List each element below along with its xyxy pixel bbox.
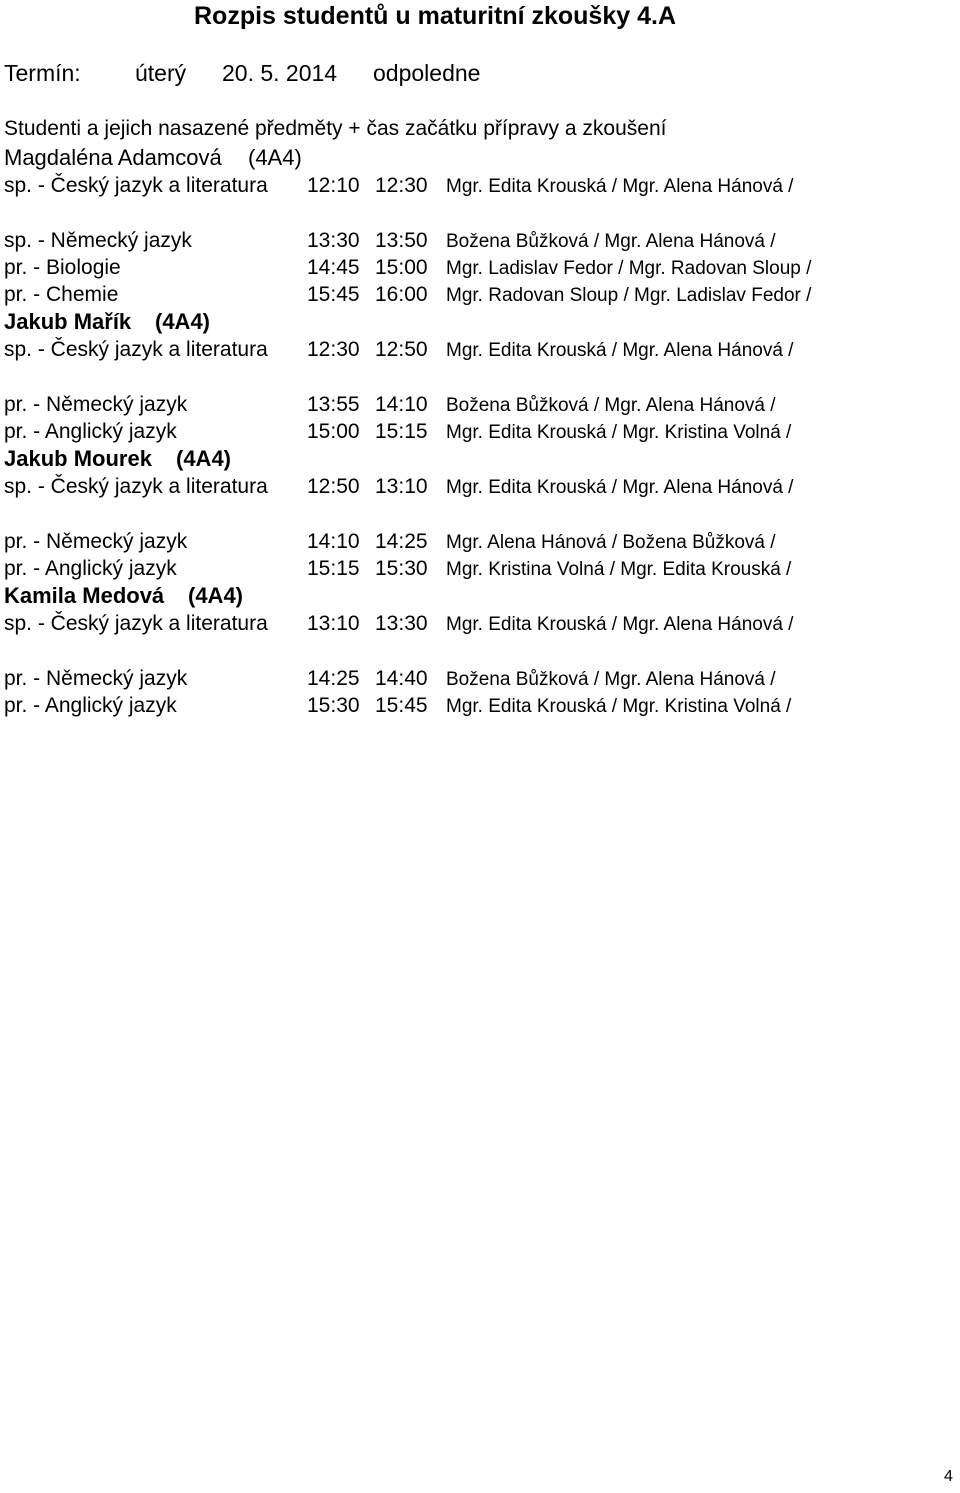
exam-row — [4, 172, 954, 227]
exam-subject: pr. - Německý jazyk — [4, 667, 188, 690]
exam-row — [4, 254, 954, 281]
exam-subject: sp. - Český jazyk a literatura — [4, 338, 268, 361]
exam-start-time: 15:00 — [307, 420, 360, 443]
exam-start-time: 15:30 — [307, 694, 360, 717]
student-class: (4A4) — [176, 446, 232, 471]
exam-start-time: 15:45 — [307, 283, 360, 306]
exam-start-time: 14:10 — [307, 530, 360, 553]
term-part: odpoledne — [373, 60, 481, 86]
exam-end-time: 14:10 — [375, 393, 428, 416]
exam-examiners: Mgr. Edita Krouská / Mgr. Alena Hánová / — [446, 477, 794, 498]
exam-row — [4, 555, 954, 582]
exam-subject: pr. - Biologie — [4, 256, 121, 279]
exam-examiners: Mgr. Edita Krouská / Mgr. Alena Hánová / — [446, 340, 794, 361]
student-name: Jakub Mařík — [4, 309, 132, 334]
exam-row — [4, 610, 954, 665]
exam-end-time: 15:30 — [375, 557, 428, 580]
exam-end-time: 16:00 — [375, 283, 428, 306]
exam-subject: sp. - Německý jazyk — [4, 229, 192, 252]
student-name: Kamila Medová — [4, 583, 165, 608]
exam-end-time: 14:40 — [375, 667, 428, 690]
exam-subject: pr. - Anglický jazyk — [4, 557, 177, 580]
exam-examiners: Mgr. Kristina Volná / Mgr. Edita Krouská / — [446, 559, 792, 580]
exam-subject: pr. - Anglický jazyk — [4, 420, 177, 443]
student-header — [4, 445, 954, 473]
exam-subject: sp. - Český jazyk a literatura — [4, 174, 268, 197]
student-list — [4, 144, 954, 719]
exam-row — [4, 281, 954, 308]
exam-start-time: 12:10 — [307, 174, 360, 197]
term-day: úterý — [135, 60, 187, 86]
student-block — [4, 308, 954, 445]
exam-start-time: 14:45 — [307, 256, 360, 279]
exam-examiners: Mgr. Edita Krouská / Mgr. Kristina Volná / — [446, 696, 792, 717]
term-date: 20. 5. 2014 — [222, 60, 338, 86]
exam-end-time: 13:50 — [375, 229, 428, 252]
student-name: Magdaléna Adamcová — [4, 145, 222, 170]
student-name: Jakub Mourek — [4, 446, 152, 471]
exam-start-time: 14:25 — [307, 667, 360, 690]
exam-examiners: Mgr. Edita Krouská / Mgr. Kristina Volná / — [446, 422, 792, 443]
exam-start-time: 13:55 — [307, 393, 360, 416]
exam-row — [4, 473, 954, 528]
exam-row — [4, 227, 954, 254]
exam-subject: sp. - Český jazyk a literatura — [4, 612, 268, 635]
exam-start-time: 12:50 — [307, 475, 360, 498]
exam-row — [4, 665, 954, 692]
student-class: (4A4) — [248, 145, 302, 170]
exam-examiners: Božena Bůžková / Mgr. Alena Hánová / — [446, 395, 776, 416]
exam-examiners: Mgr. Alena Hánová / Božena Bůžková / — [446, 532, 776, 553]
term-label: Termín: — [4, 60, 81, 86]
exam-examiners: Mgr. Ladislav Fedor / Mgr. Radovan Sloup / — [446, 258, 812, 279]
student-header — [4, 582, 954, 610]
intro-text: Studenti a jejich nasazené předměty + čas začátku přípravy a zkoušení — [4, 117, 667, 140]
student-header — [4, 308, 954, 336]
exam-examiners: Mgr. Edita Krouská / Mgr. Alena Hánová / — [446, 176, 794, 197]
exam-examiners: Božena Bůžková / Mgr. Alena Hánová / — [446, 231, 776, 252]
student-class: (4A4) — [188, 583, 244, 608]
exam-start-time: 15:15 — [307, 557, 360, 580]
exam-end-time: 14:25 — [375, 530, 428, 553]
exam-start-time: 13:30 — [307, 229, 360, 252]
exam-examiners: Božena Bůžková / Mgr. Alena Hánová / — [446, 669, 776, 690]
student-block — [4, 582, 954, 719]
student-header — [4, 144, 954, 172]
exam-end-time: 15:45 — [375, 694, 428, 717]
exam-subject: pr. - Anglický jazyk — [4, 694, 177, 717]
exam-end-time: 12:50 — [375, 338, 428, 361]
student-block — [4, 144, 954, 308]
exam-row — [4, 336, 954, 391]
page-number: 4 — [944, 1468, 953, 1485]
exam-row — [4, 391, 954, 418]
exam-subject: pr. - Německý jazyk — [4, 530, 188, 553]
exam-end-time: 13:30 — [375, 612, 428, 635]
page-title: Rozpis studentů u maturitní zkoušky 4.A — [194, 2, 676, 30]
exam-start-time: 12:30 — [307, 338, 360, 361]
exam-end-time: 13:10 — [375, 475, 428, 498]
exam-row — [4, 528, 954, 555]
exam-subject: pr. - Chemie — [4, 283, 119, 306]
exam-end-time: 12:30 — [375, 174, 428, 197]
exam-start-time: 13:10 — [307, 612, 360, 635]
exam-row — [4, 692, 954, 719]
exam-end-time: 15:00 — [375, 256, 428, 279]
exam-examiners: Mgr. Radovan Sloup / Mgr. Ladislav Fedor / — [446, 285, 812, 306]
exam-row — [4, 418, 954, 445]
exam-subject: pr. - Německý jazyk — [4, 393, 188, 416]
exam-subject: sp. - Český jazyk a literatura — [4, 475, 268, 498]
exam-end-time: 15:15 — [375, 420, 428, 443]
exam-examiners: Mgr. Edita Krouská / Mgr. Alena Hánová / — [446, 614, 794, 635]
student-class: (4A4) — [155, 309, 211, 334]
student-block — [4, 445, 954, 582]
